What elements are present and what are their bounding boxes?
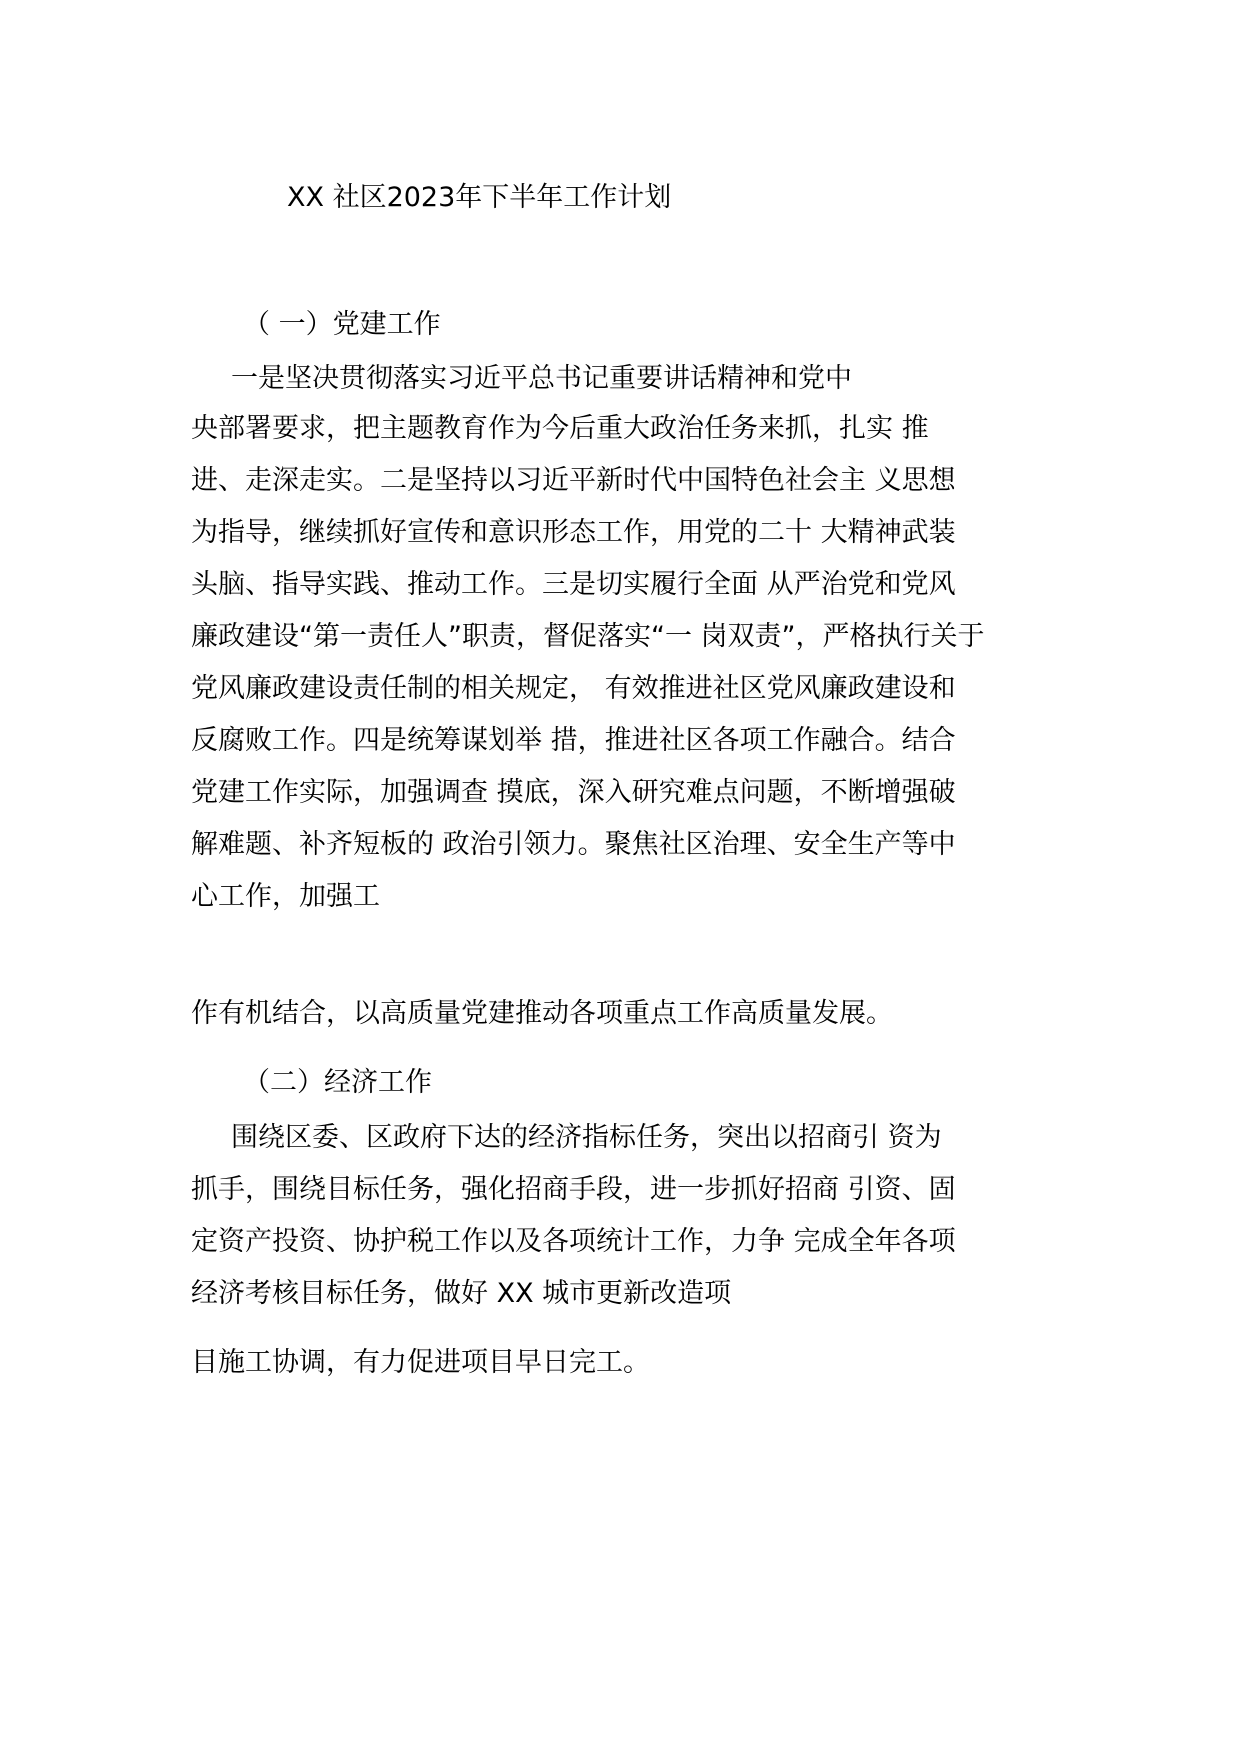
text-line: 作有机结合，以高质量党建推动各项重点工作高质量发展。 [191,998,893,1029]
paragraph-economic-work-conclusion [191,1337,1071,1389]
text-line: 抓手，围绕目标任务，强化招商手段，进一步抓好招商 引资、固 [191,1174,956,1205]
text-line: 目施工协调，有力促进项目早日完工。 [191,1347,650,1378]
paragraph-party-building-conclusion [191,988,1071,1040]
paragraph-economic-work-body [191,1112,1071,1320]
text-line: 党建工作实际，加强调查 摸底，深入研究难点问题，不断增强破 [191,777,956,808]
text-line: 为指导，继续抓好宣传和意识形态工作，用党的二十 大精神武装 [191,517,956,548]
text-line: 廉政建设“第一责任人”职责，督促落实“一 岗双责”，严格执行关于 [191,621,985,652]
text-line: 央部署要求，把主题教育作为今后重大政治任务来抓，扎实 推 [191,413,929,444]
text-line: 进、走深走实。二是坚持以习近平新时代中国特色社会主 义思想 [191,465,956,496]
text-line: 定资产投资、协护税工作以及各项统计工作，力争 完成全年各项 [191,1226,956,1257]
text-line: 一是坚决贯彻落实习近平总书记重要讲话精神和党中 [231,363,852,394]
section-heading-economic-work: （二）经济工作 [243,1067,432,1098]
section-heading-party-building: （ 一）党建工作 [243,309,441,340]
document-title: XX 社区2023年下半年工作计划 [287,182,672,213]
text-line: 经济考核目标任务，做好 XX 城市更新改造项 [191,1278,732,1309]
paragraph-party-building-body [191,403,1071,923]
text-line: 头脑、指导实践、推动工作。三是切实履行全面 从严治党和党风 [191,569,956,600]
text-line: 心工作，加强工 [191,881,380,912]
text-line: 解难题、补齐短板的 政治引领力。聚焦社区治理、安全生产等中 [191,829,956,860]
text-line: 党风廉政建设责任制的相关规定， 有效推进社区党风廉政建设和 [191,673,956,704]
text-line: 围绕区委、区政府下达的经济指标任务，突出以招商引 资为 [231,1122,942,1153]
paragraph-party-building-intro [231,353,1111,405]
text-line: 反腐败工作。四是统筹谋划举 措，推进社区各项工作融合。结合 [191,725,956,756]
